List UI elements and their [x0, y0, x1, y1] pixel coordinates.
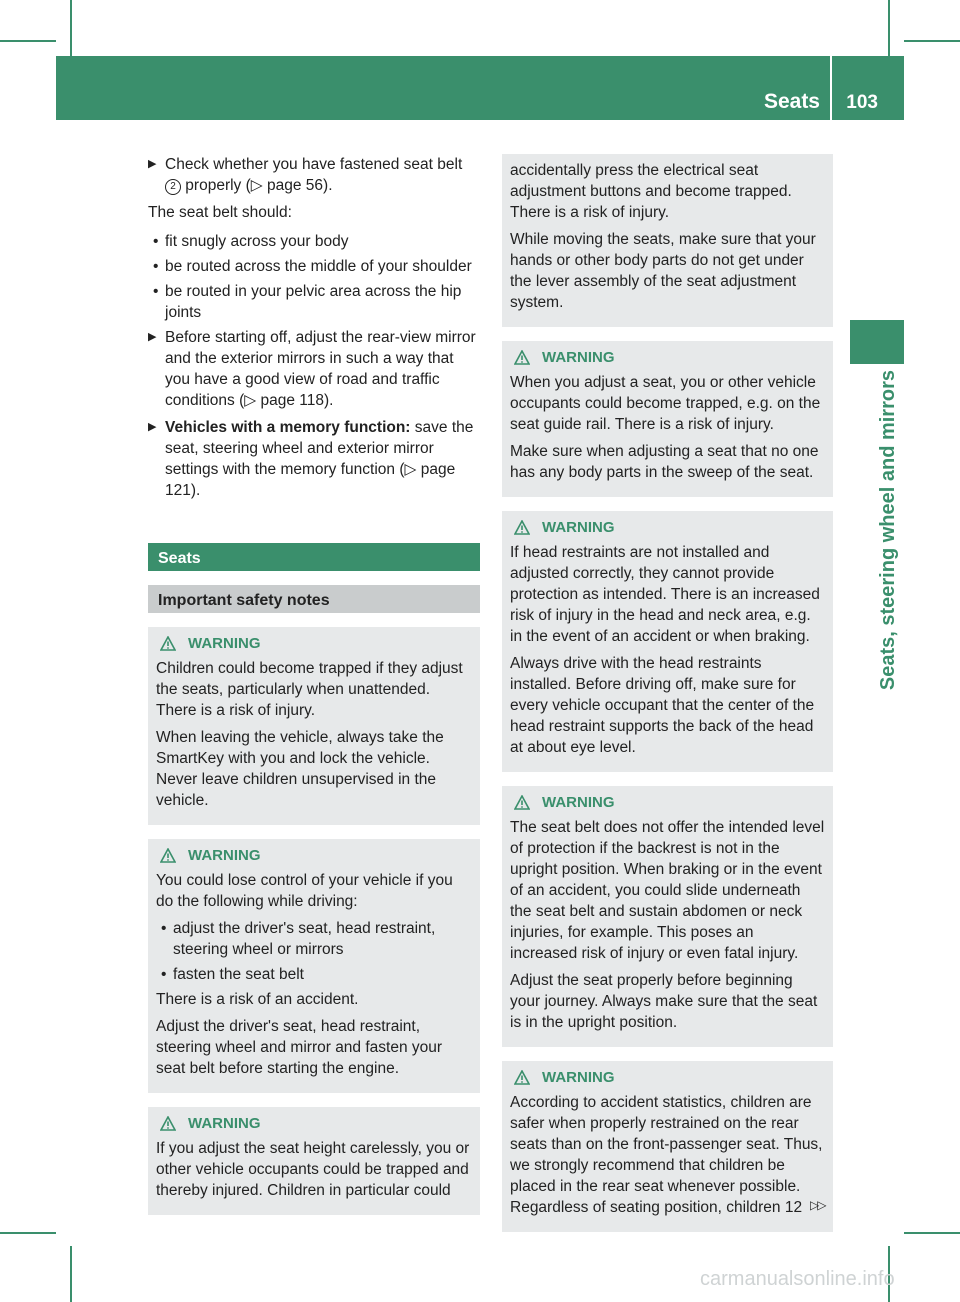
warning-box-continued: accidentally press the electrical seat adjustment buttons and become trapped. There is a risk of injury. While moving the seats, make sure that your hands or other body parts do not get under the lever assembly of the seat adjustment system. — [502, 154, 833, 327]
warning-box: WARNING If head restraints are not installed and adjusted correctly, they cannot provide protection as intended. There is an increased risk of injury in the head and neck area, e.g. in the event of an accident or when braking. Always drive with the head restraints installed. Before driving off, make sure for every vehicle occupant that the center of the head restraint supports the back of the head at about eye level. — [502, 511, 833, 772]
watermark: carmanualsonline.info — [700, 1268, 895, 1290]
warning-triangle-icon — [160, 848, 176, 863]
page-ref-icon: ▷ — [244, 392, 261, 409]
callout-number: 2 — [165, 179, 181, 195]
crop-mark — [70, 0, 72, 56]
page-ref-icon: ▷ — [404, 461, 421, 478]
list-item: • be routed across the middle of your shoulder — [153, 258, 472, 275]
warning-box: WARNING Children could become trapped if they adjust the seats, particularly when unattended. There is a risk of injury. When leaving the vehicle, always take the SmartKey with you and lock the vehicle. Never leave children unsupervised in the vehicle. — [148, 627, 480, 825]
warning-title: WARNING — [542, 349, 615, 366]
warning-triangle-icon — [160, 1116, 176, 1131]
right-column — [502, 154, 833, 1232]
header-title: Seats — [763, 90, 820, 113]
arrow-icon: ▶ — [148, 331, 157, 343]
warning-box: WARNING When you adjust a seat, you or other vehicle occupants could become trapped, e.g. on the seat guide rail. There is a risk of injury. Make sure when adjusting a seat that no one has any body parts in the sweep of the seat. — [502, 341, 833, 497]
crop-mark — [70, 1246, 72, 1302]
crop-mark — [888, 0, 890, 56]
warning-title: WARNING — [542, 794, 615, 811]
instruction-step: ▶ Check whether you have fastened seat belt 2 properly (▷ page 56). — [148, 156, 463, 194]
list-item: • fit snugly across your body — [153, 233, 349, 250]
left-column — [148, 154, 480, 1215]
page-reference-link[interactable]: page 118 — [260, 392, 324, 409]
warning-title: WARNING — [188, 635, 261, 652]
warning-triangle-icon — [514, 795, 530, 810]
warning-triangle-icon — [514, 1070, 530, 1085]
page-number: 103 — [846, 92, 878, 113]
crop-mark — [0, 40, 56, 42]
list-item: • be routed in your pelvic area across the hip joints — [153, 283, 462, 321]
warning-box: WARNING According to accident statistics, children are safer when properly restrained on the rear seats than on the front-passenger seat. Thus, we strongly recommend that children be placed in the rear seat whenever possible. Regardless of seating position, children 12 — [502, 1061, 833, 1232]
warning-title: WARNING — [542, 519, 615, 536]
crop-mark — [904, 40, 960, 42]
warning-box: WARNING You could lose control of your vehicle if you do the following while driving: • adjust the driver's seat, head restraint, steering wheel or mirrors • fasten the seat belt There is a risk of an accident. Adjust the driver's seat, head restraint, steering wheel and mirror and fasten your seat belt before starting the engine. — [148, 839, 480, 1093]
page-reference-link[interactable]: page 121 — [165, 461, 456, 499]
arrow-icon: ▶ — [148, 158, 157, 170]
list-item: • fasten the seat belt — [161, 966, 304, 983]
section-heading: Seats — [148, 543, 480, 571]
chapter-tab — [850, 320, 904, 364]
instruction-step: ▶ Before starting off, adjust the rear-view mirror and the exterior mirrors in such a way that you have a good view of road and traffic conditions (▷ page 118). — [148, 329, 476, 409]
warning-triangle-icon — [514, 520, 530, 535]
warning-box: WARNING The seat belt does not offer the intended level of protection if the backrest is not in the upright position. When braking or in the event of an accident, you could slide underneath the seat belt and sustain abdomen or neck injuries, for example. This poses an increased risk of injury or even fatal injury. Adjust the seat properly before beginning your journey. Always make sure that the seat is in the upright position. — [502, 786, 833, 1047]
page-reference-link[interactable]: page 56 — [267, 177, 324, 194]
warning-box: WARNING If you adjust the seat height carelessly, you or other vehicle occupants could be trapped and thereby injured. Children in particular could — [148, 1107, 480, 1215]
instruction-step: ▶ Vehicles with a memory function: save the seat, steering wheel and exterior mirror settings with the memory function (▷ page 121). — [148, 419, 474, 499]
page-ref-icon: ▷ — [250, 177, 268, 194]
warning-title: WARNING — [188, 1115, 261, 1132]
warning-triangle-icon — [514, 350, 530, 365]
chapter-label: Seats, steering wheel and mirrors — [877, 370, 899, 691]
warning-title: WARNING — [188, 847, 261, 864]
header-divider — [830, 56, 832, 120]
intro-text: The seat belt should: — [148, 204, 292, 221]
list-item: • adjust the driver's seat, head restraint, steering wheel or mirrors — [161, 920, 436, 958]
crop-mark — [904, 1232, 960, 1234]
continued-arrow-icon: ▷▷ — [810, 1198, 825, 1212]
arrow-icon: ▶ — [148, 421, 157, 433]
warning-title: WARNING — [542, 1069, 615, 1086]
warning-triangle-icon — [160, 636, 176, 651]
subsection-heading: Important safety notes — [148, 585, 480, 613]
crop-mark — [0, 1232, 56, 1234]
page-header — [56, 56, 904, 120]
